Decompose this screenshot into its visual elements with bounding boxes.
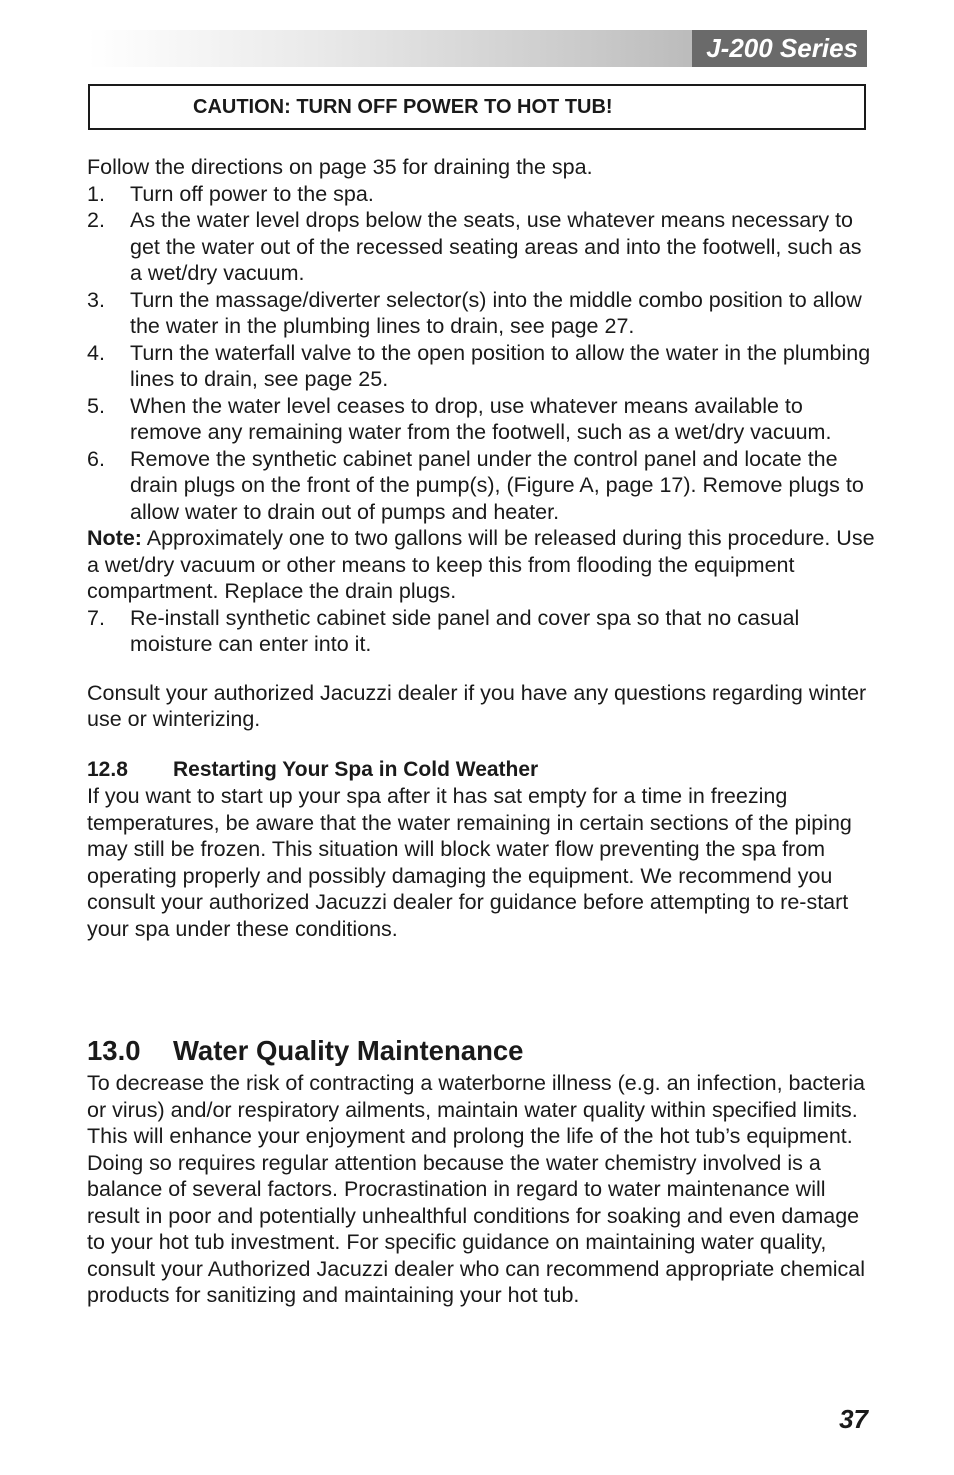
list-item: 6. Remove the synthetic cabinet panel under the control panel and locate the drain plugs on the front of the pump(s), (Figure A, page 17). Remove plugs to allow water to drain out of pumps and heater. — [87, 446, 864, 524]
note-paragraph — [87, 525, 877, 605]
section-heading-13-0: 13.0 Water Quality Maintenance — [87, 1035, 524, 1066]
consult-paragraph: Consult your authorized Jacuzzi dealer if you have any questions regarding winter use or winterizing. — [87, 680, 867, 731]
note-label: Note: — [87, 526, 142, 550]
section-13-0-body: To decrease the risk of contracting a waterborne illness (e.g. an infection, bacteria or virus) and/or respiratory ailments, maintain water quality within specified limits. This will enhance your enjoyment and prolong the life of the hot tub’s equipment. Doing so requires regular attention because the water chemistry involved is a balance of several factors. Procrastination in regard to water maintenance will result in poor and potentially unhealthful conditions for soaking and even damage to your hot tub investment. For specific guidance on maintaining water quality, consult your Authorized Jacuzzi dealer who can recommend appropriate chemical products for sanitizing and maintaining your hot tub. — [87, 1071, 865, 1307]
list-item: 3. Turn the massage/diverter selector(s) into the middle combo position to allow the water in the plumbing lines to drain, see page 27. — [87, 287, 862, 338]
note-text: Approximately one to two gallons will be released during this procedure. Use a wet/dry vacuum or other means to keep this from flooding the equipment compartment. Replace the drain plugs. — [87, 526, 875, 603]
header-bar — [88, 30, 867, 67]
section-heading-12-8: 12.8 Restarting Your Spa in Cold Weather — [87, 757, 539, 781]
series-title: J-200 Series — [692, 30, 867, 67]
list-item: 2. As the water level drops below the seats, use whatever means necessary to get the water out of the recessed seating areas and into the footwell, such as a wet/dry vacuum. — [87, 208, 862, 285]
steps-list-b — [87, 605, 877, 658]
page-content — [87, 154, 877, 1309]
section-12-8-body: If you want to start up your spa after it has sat empty for a time in freezing temperatures, be aware that the water remaining in certain sections of the piping may still be frozen. This situation will block water flow preventing the spa from operating properly and possibly damaging the equipment. We recommend you consult your authorized Jacuzzi dealer for guidance before attempting to re-start your spa under these conditions. — [87, 784, 852, 941]
page-number: 37 — [839, 1404, 868, 1434]
list-item: 7. Re-install synthetic cabinet side panel and cover spa so that no casual moisture can enter into it. — [87, 605, 800, 656]
list-item: 5. When the water level ceases to drop, use whatever means available to remove any remaining water from the footwell, such as a wet/dry vacuum. — [87, 393, 832, 444]
steps-list-a — [87, 181, 877, 526]
list-item: 1. Turn off power to the spa. — [87, 181, 374, 206]
intro-paragraph: Follow the directions on page 35 for draining the spa. — [87, 155, 593, 179]
caution-text: CAUTION: TURN OFF POWER TO HOT TUB! — [193, 96, 613, 118]
caution-box — [88, 84, 866, 130]
list-item: 4. Turn the waterfall valve to the open position to allow the water in the plumbing lines to drain, see page 25. — [87, 340, 871, 391]
